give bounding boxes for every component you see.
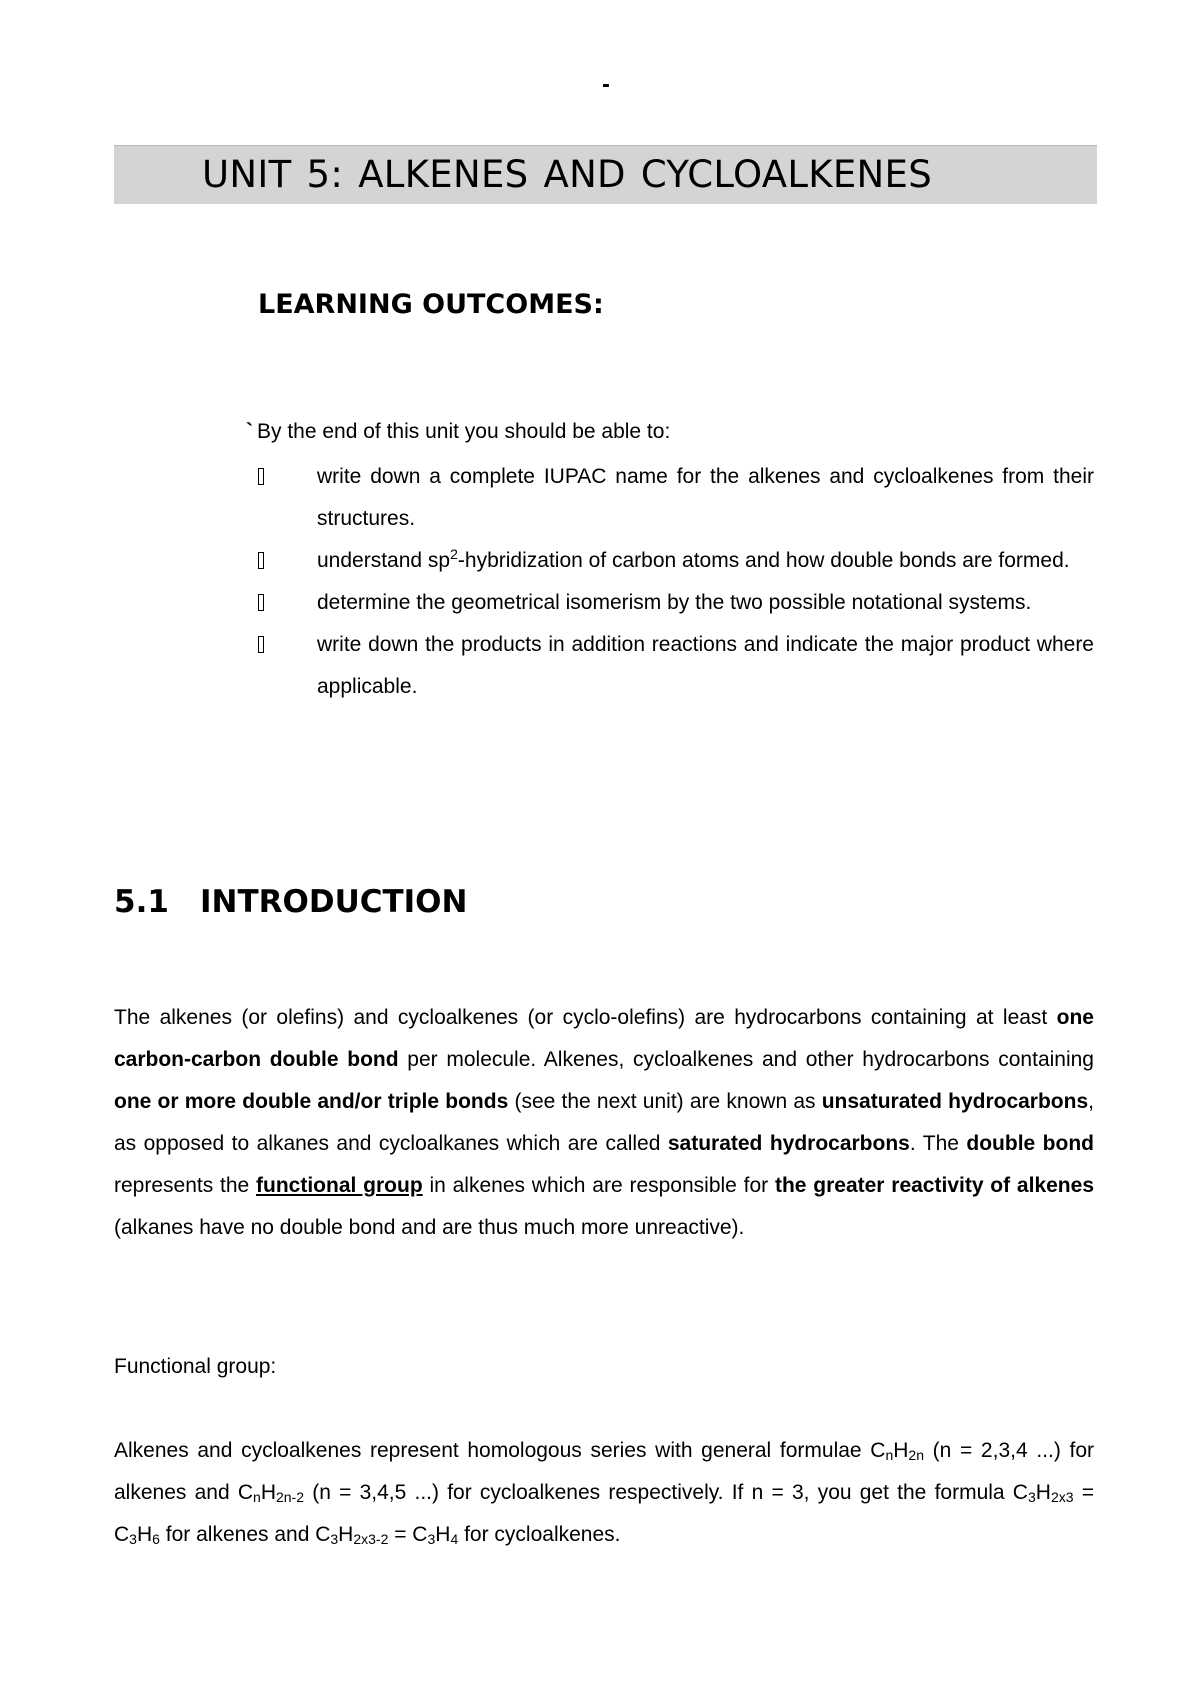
- text-run: (n = 3,4,5 ...) for cycloalkenes respectively. If n = 3, you get the formula C: [304, 1481, 1028, 1504]
- list-item: [258, 540, 1094, 582]
- section-number: 5.1: [114, 884, 169, 920]
- outcomes-intro: [246, 420, 670, 444]
- text-run: (alkanes have no double bond and are thus much more unreactive).: [114, 1216, 745, 1239]
- bold-term: one or more double and/or triple bonds: [114, 1090, 509, 1113]
- text-run: H: [435, 1523, 451, 1546]
- subscript: 2x3-2: [353, 1531, 389, 1547]
- text-run: = C: [114, 1481, 1094, 1546]
- bullet-box-icon: [258, 468, 264, 485]
- learning-outcomes-heading: LEARNING OUTCOMES:: [258, 289, 604, 320]
- text-run: , as opposed to alkanes and cycloalkanes which are called: [114, 1090, 1094, 1155]
- bullet-box-icon: [258, 552, 264, 569]
- subscript: 2x3: [1050, 1489, 1074, 1505]
- text-run: in alkenes which are responsible for: [422, 1174, 775, 1197]
- functional-group-label: Functional group:: [114, 1355, 277, 1378]
- outcomes-intro-text: By the end of this unit you should be able to:: [257, 420, 671, 443]
- bold-term: saturated hydrocarbons: [667, 1132, 910, 1155]
- learning-outcomes-list: [258, 456, 1094, 708]
- bold-term: unsaturated hydrocarbons: [821, 1090, 1089, 1113]
- text-run: for cycloalkenes.: [458, 1523, 621, 1546]
- subscript: 2n-2: [275, 1489, 305, 1505]
- list-item: [258, 624, 1094, 708]
- tick-mark: `: [246, 420, 253, 443]
- text-run: per molecule. Alkenes, cycloalkenes and other hydrocarbons containing: [398, 1048, 1094, 1071]
- subscript: 6: [152, 1531, 160, 1547]
- subscript: 3: [1027, 1489, 1036, 1505]
- text-run: H: [338, 1523, 354, 1546]
- text-run: . The: [909, 1132, 967, 1155]
- subscript: n: [885, 1447, 894, 1463]
- text-run: = C: [388, 1523, 428, 1546]
- text-run: The alkenes (or olefins) and cycloalkenes (or cyclo-olefins) are hydrocarbons containing at least: [114, 1006, 1057, 1029]
- text-run: for alkenes and C: [159, 1523, 331, 1546]
- outcome-text: write down the products in addition reactions and indicate the major product where applicable.: [317, 633, 1094, 698]
- section-heading: [114, 884, 467, 920]
- subscript: n: [253, 1489, 261, 1505]
- text-run: (n = 2,3,4 ...) for alkenes and C: [114, 1439, 1094, 1504]
- text-run: (see the next unit) are known as: [508, 1090, 822, 1113]
- outcome-text-part: understand sp: [317, 549, 451, 572]
- outcome-text-part: are formed.: [962, 549, 1070, 572]
- text-run: H: [260, 1481, 276, 1504]
- list-item: [258, 456, 1094, 540]
- unit-title: UNIT 5: ALKENES AND CYCLOALKENES: [202, 153, 932, 196]
- text-run: H: [136, 1523, 153, 1546]
- subscript: 3: [330, 1531, 339, 1547]
- text-run: represents the: [114, 1174, 257, 1197]
- outcome-text-part: -hybridization of carbon atoms and how double bonds: [457, 549, 963, 572]
- text-run: H: [893, 1439, 909, 1462]
- list-item: [258, 582, 1094, 624]
- bold-term: the greater reactivity of alkenes: [774, 1174, 1094, 1197]
- page-header-mark: [603, 84, 609, 87]
- subscript: 4: [450, 1531, 459, 1547]
- underlined-bold-term: functional group: [256, 1174, 423, 1197]
- text-run: H: [1035, 1481, 1051, 1504]
- bold-term: one carbon-carbon double bond: [114, 1006, 1094, 1071]
- outcome-text: determine the geometrical isomerism by the two possible notational systems.: [317, 591, 1032, 614]
- section-title: INTRODUCTION: [200, 884, 468, 920]
- bold-term: double bond: [966, 1132, 1094, 1155]
- bullet-box-icon: [258, 636, 264, 653]
- subscript: 2n: [908, 1447, 924, 1463]
- outcome-text: write down a complete IUPAC name for the alkenes and cycloalkenes from their structures.: [317, 465, 1094, 530]
- formula-paragraph: [114, 1430, 1094, 1556]
- bullet-box-icon: [258, 594, 264, 611]
- text-run: Alkenes and cycloalkenes represent homologous series with general formulae C: [114, 1439, 886, 1462]
- subscript: 3: [427, 1531, 436, 1547]
- intro-paragraph: [114, 997, 1094, 1249]
- superscript: 2: [450, 546, 458, 562]
- subscript: 3: [129, 1531, 137, 1547]
